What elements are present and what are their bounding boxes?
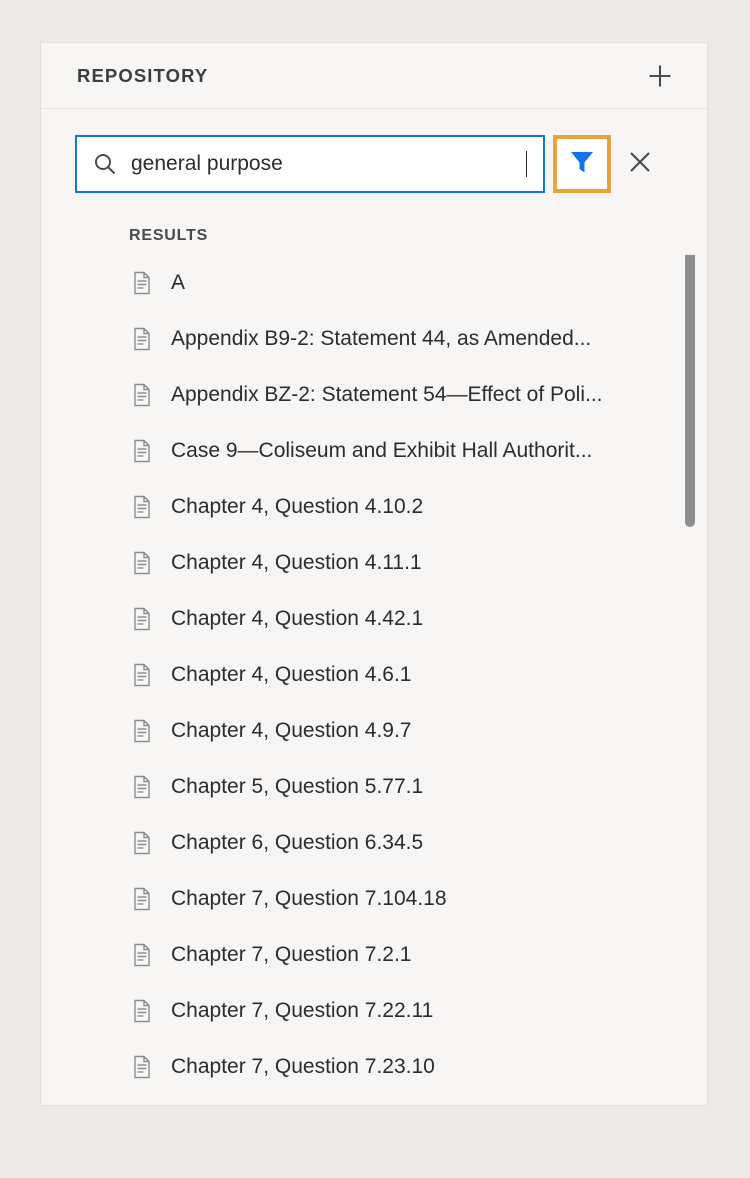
close-icon	[627, 149, 653, 180]
document-icon	[129, 887, 155, 911]
list-item-label: Chapter 6, Question 6.34.5	[171, 831, 424, 854]
repository-panel	[40, 42, 708, 1106]
text-caret	[526, 151, 528, 177]
results-scroll-area	[41, 255, 707, 1106]
document-icon	[129, 831, 155, 855]
panel-header	[41, 43, 707, 109]
list-item-label: Appendix BZ-2: Statement 54—Effect of Poli...	[171, 383, 603, 406]
search-icon	[93, 152, 117, 176]
page-title: REPOSITORY	[77, 64, 209, 86]
list-item[interactable]	[41, 591, 707, 647]
list-item[interactable]	[41, 703, 707, 759]
scrollbar-track[interactable]	[691, 255, 701, 1106]
document-icon	[129, 607, 155, 631]
search-input[interactable]	[131, 152, 525, 176]
list-item[interactable]	[41, 871, 707, 927]
filter-button[interactable]	[553, 135, 611, 193]
document-icon	[129, 383, 155, 407]
list-item-label: Appendix B9-2: Statement 44, as Amended...	[171, 327, 592, 350]
list-item-label: Case 9—Coliseum and Exhibit Hall Authorit...	[171, 439, 593, 462]
filter-icon	[567, 147, 597, 182]
list-item[interactable]	[41, 647, 707, 703]
list-item-label: Chapter 7, Question 7.104.18	[171, 887, 447, 910]
plus-icon	[647, 63, 673, 89]
list-item[interactable]	[41, 423, 707, 479]
list-item-label: Chapter 4, Question 4.6.1	[171, 663, 412, 686]
search-row	[41, 109, 707, 193]
list-item-label: Chapter 7, Question 7.22.11	[171, 999, 434, 1022]
list-item-label: Chapter 5, Question 5.77.1	[171, 775, 424, 798]
list-item[interactable]	[41, 535, 707, 591]
list-item-label: Chapter 4, Question 4.9.7	[171, 719, 412, 742]
document-icon	[129, 663, 155, 687]
list-item-label: Chapter 7, Question 7.2.1	[171, 943, 412, 966]
results-label: RESULTS	[129, 227, 209, 244]
list-item[interactable]	[41, 479, 707, 535]
document-icon	[129, 327, 155, 351]
clear-search-button[interactable]	[619, 135, 661, 193]
scrollbar-thumb[interactable]	[685, 255, 695, 527]
list-item[interactable]	[41, 927, 707, 983]
list-item[interactable]	[41, 367, 707, 423]
list-item-label: Chapter 7, Question 7.23.10	[171, 1055, 435, 1078]
add-button[interactable]	[643, 59, 677, 93]
document-icon	[129, 495, 155, 519]
document-icon	[129, 775, 155, 799]
list-item[interactable]	[41, 759, 707, 815]
list-item[interactable]	[41, 815, 707, 871]
list-item-label: A	[171, 271, 186, 294]
document-icon	[129, 999, 155, 1023]
list-item[interactable]	[41, 1039, 707, 1095]
document-icon	[129, 1055, 155, 1079]
document-icon	[129, 719, 155, 743]
list-item[interactable]	[41, 255, 707, 311]
list-item[interactable]	[41, 311, 707, 367]
document-icon	[129, 271, 155, 295]
document-icon	[129, 551, 155, 575]
results-list	[41, 255, 707, 1095]
document-icon	[129, 439, 155, 463]
list-item-label: Chapter 4, Question 4.11.1	[171, 551, 422, 574]
list-item-label: Chapter 4, Question 4.42.1	[171, 607, 424, 630]
list-item[interactable]	[41, 983, 707, 1039]
search-box[interactable]	[75, 135, 545, 193]
list-item-label: Chapter 4, Question 4.10.2	[171, 495, 424, 518]
document-icon	[129, 943, 155, 967]
